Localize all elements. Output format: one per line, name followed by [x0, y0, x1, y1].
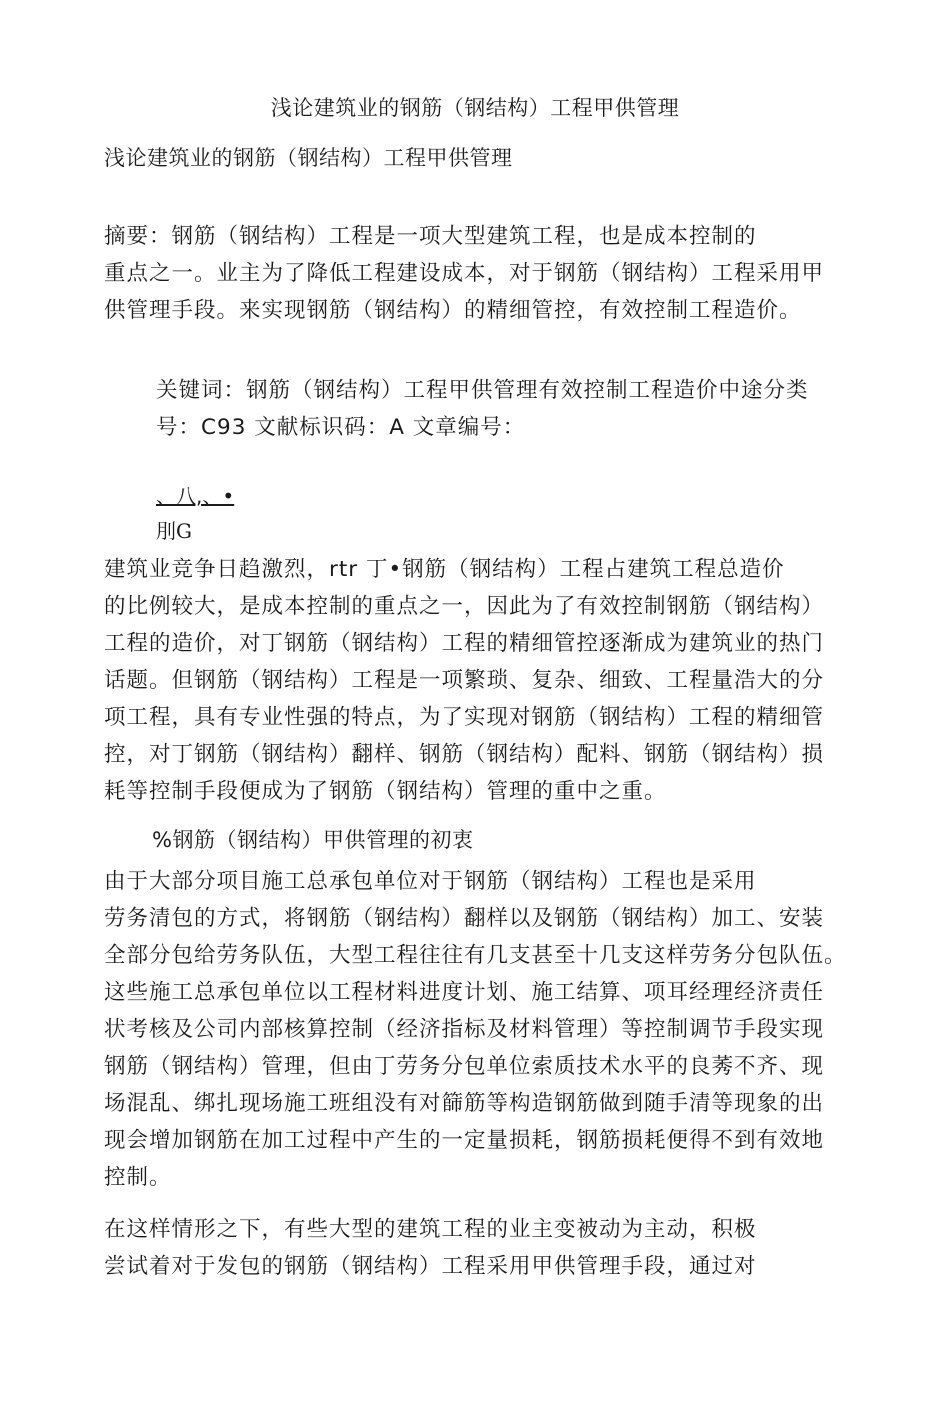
text-line: 供管理手段。来实现钢筋（钢结构）的精细管控，有效控制工程造价。 — [104, 298, 802, 323]
text-line: 劳务清包的方式，将钢筋（钢结构）翻样以及钢筋（钢结构）加工、安装 — [104, 906, 825, 931]
text-line: 尝试着对于发包的钢筋（钢结构）工程采用甲供管理手段，通过对 — [104, 1254, 757, 1279]
body-paragraph-continuation — [104, 1211, 849, 1285]
text-line: 关键词：钢筋（钢结构）工程甲供管理有效控制工程造价中途分类 — [156, 378, 809, 403]
text-line: 耗等控制手段便成为了钢筋（钢结构）管理的重中之重。 — [104, 779, 667, 804]
text-line: 状考核及公司内部核算控制（经济指标及材料管理）等控制调节手段实现 — [104, 1017, 825, 1042]
text-line: 全部分包给劳务队伍，大型工程往往有几支甚至十几支这样劳务分包队伍。 — [104, 943, 847, 968]
text-line: 由于大部分项目施工总承包单位对于钢筋（钢结构）工程也是采用 — [104, 869, 757, 894]
text-line: 在这样情形之下，有些大型的建筑工程的业主变被动为主动，积极 — [104, 1217, 757, 1242]
abstract-paragraph — [104, 218, 849, 329]
ocr-artifact-line: 刖G — [156, 519, 192, 543]
text-line: 工程的造价，对丁钢筋（钢结构）工程的精细管控逐渐成为建筑业的热门 — [104, 631, 825, 656]
text-line: 现会增加钢筋在加工过程中产生的一定量损耗，钢筋损耗便得不到有效地 — [104, 1128, 825, 1153]
text-line: 重点之一。业主为了降低工程建设成本，对于钢筋（钢结构）工程采用甲 — [104, 261, 825, 286]
text-line: 号：C93 文献标识码：A 文章编号： — [156, 415, 526, 440]
ocr-artifact-line: 、八,、• — [156, 484, 235, 508]
text-line: 的比例较大，是成本控制的重点之一，因此为了有效控制钢筋（钢结构） — [104, 594, 825, 619]
text-line: 话题。但钢筋（钢结构）工程是一项繁琐、复杂、细致、工程量浩大的分 — [104, 668, 825, 693]
text-line: 建筑业竞争日趋激烈，rtr 丁•钢筋（钢结构）工程占建筑工程总造价 — [104, 557, 785, 582]
text-line: 场混乱、绑扎现场施工班组没有对篩筋等构造钢筋做到随手清等现象的出 — [104, 1091, 825, 1116]
keywords-paragraph — [156, 372, 901, 446]
text-line: 钢筋（钢结构）管理，但由丁劳务分包单位索质技术水平的良莠不齐、现 — [104, 1054, 825, 1079]
document-title: 浅论建筑业的钢筋（钢结构）工程甲供管理 — [270, 96, 680, 120]
body-paragraph-motivation — [104, 863, 849, 1196]
text-line: 控制。 — [104, 1165, 172, 1190]
body-paragraph-intro — [104, 551, 849, 810]
text-line: 控，对丁钢筋（钢结构）翻样、钢筋（钢结构）配料、钢筋（钢结构）损 — [104, 742, 825, 767]
section-heading: %钢筋（钢结构）甲供管理的初衷 — [152, 828, 474, 852]
text-line: 摘要：钢筋（钢结构）工程是一项大型建筑工程，也是成本控制的 — [104, 224, 757, 249]
document-subtitle: 浅论建筑业的钢筋（钢结构）工程甲供管理 — [104, 146, 513, 170]
text-line: 项工程，具有专业性强的特点，为了实现对钢筋（钢结构）工程的精细管 — [104, 705, 825, 730]
text-line: 这些施工总承包单位以工程材料进度计划、施工结算、项耳经理经济责任 — [104, 980, 825, 1005]
